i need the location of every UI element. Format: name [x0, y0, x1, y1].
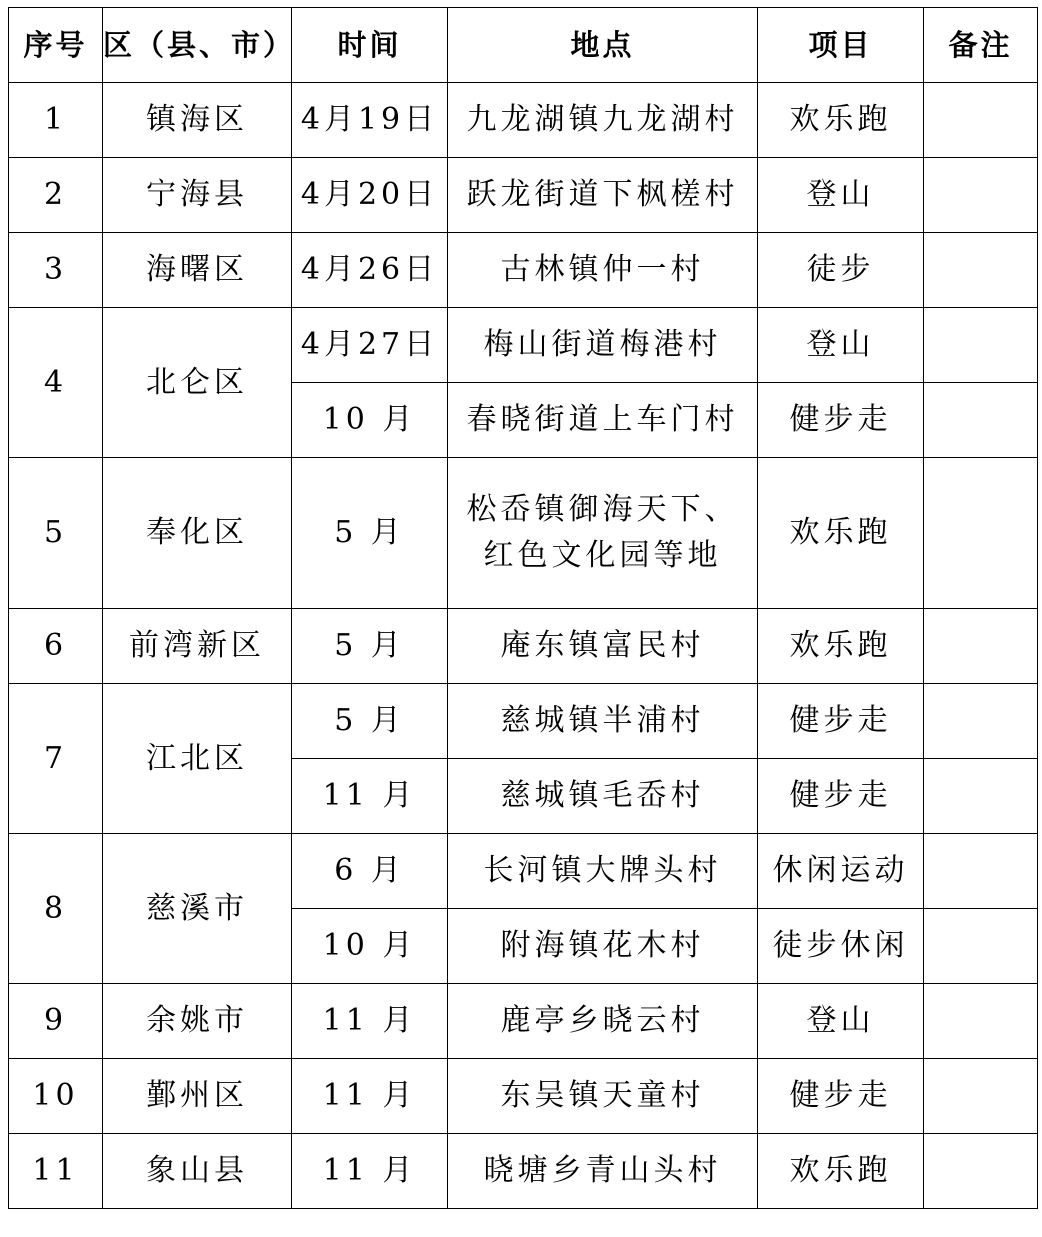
header-item: 项目 — [758, 8, 924, 83]
table-row — [9, 834, 1038, 909]
cell-district: 镇海区 — [103, 83, 292, 158]
cell-place — [448, 458, 758, 609]
cell-no: 2 — [9, 158, 103, 233]
cell-item: 徒步休闲 — [758, 909, 924, 984]
cell-district: 北仑区 — [103, 308, 292, 458]
cell-item: 徒步 — [758, 233, 924, 308]
cell-place: 跃龙街道下枫槎村 — [448, 158, 758, 233]
cell-remark — [924, 383, 1038, 458]
cell-place: 梅山街道梅港村 — [448, 308, 758, 383]
cell-remark — [924, 158, 1038, 233]
cell-no: 6 — [9, 609, 103, 684]
cell-remark — [924, 834, 1038, 909]
cell-time: 11 月 — [292, 1059, 448, 1134]
cell-time: 6 月 — [292, 834, 448, 909]
place-line-1: 松岙镇御海天下、 — [466, 491, 739, 527]
table-header-row — [9, 8, 1038, 83]
cell-no: 9 — [9, 984, 103, 1059]
cell-place: 慈城镇毛岙村 — [448, 759, 758, 834]
table-row — [9, 1059, 1038, 1134]
cell-remark — [924, 83, 1038, 158]
cell-place: 附海镇花木村 — [448, 909, 758, 984]
cell-remark — [924, 909, 1038, 984]
header-district: 区（县、市） — [103, 8, 292, 83]
cell-time: 4月26日 — [292, 233, 448, 308]
cell-remark — [924, 684, 1038, 759]
cell-time: 5 月 — [292, 684, 448, 759]
cell-district: 象山县 — [103, 1134, 292, 1209]
table-row — [9, 1134, 1038, 1209]
cell-remark — [924, 1134, 1038, 1209]
cell-remark — [924, 458, 1038, 609]
table-row — [9, 684, 1038, 759]
cell-remark — [924, 233, 1038, 308]
cell-item: 登山 — [758, 158, 924, 233]
cell-time: 11 月 — [292, 759, 448, 834]
cell-remark — [924, 609, 1038, 684]
cell-time: 11 月 — [292, 984, 448, 1059]
cell-time: 5 月 — [292, 609, 448, 684]
cell-district: 奉化区 — [103, 458, 292, 609]
table-row — [9, 233, 1038, 308]
cell-item: 健步走 — [758, 684, 924, 759]
cell-district: 余姚市 — [103, 984, 292, 1059]
cell-item: 健步走 — [758, 383, 924, 458]
cell-no: 8 — [9, 834, 103, 984]
cell-remark — [924, 984, 1038, 1059]
cell-place: 古林镇仲一村 — [448, 233, 758, 308]
cell-place: 鹿亭乡晓云村 — [448, 984, 758, 1059]
place-line-2: 红色文化园等地 — [483, 538, 722, 573]
header-time: 时间 — [292, 8, 448, 83]
table-row — [9, 158, 1038, 233]
cell-time: 4月19日 — [292, 83, 448, 158]
cell-item: 健步走 — [758, 759, 924, 834]
cell-place: 东吴镇天童村 — [448, 1059, 758, 1134]
cell-time: 4月27日 — [292, 308, 448, 383]
cell-remark — [924, 308, 1038, 383]
cell-place: 晓塘乡青山头村 — [448, 1134, 758, 1209]
table-row — [9, 83, 1038, 158]
cell-item: 休闲运动 — [758, 834, 924, 909]
cell-place: 长河镇大牌头村 — [448, 834, 758, 909]
cell-district: 宁海县 — [103, 158, 292, 233]
cell-district: 鄞州区 — [103, 1059, 292, 1134]
cell-time: 11 月 — [292, 1134, 448, 1209]
cell-no: 5 — [9, 458, 103, 609]
cell-item: 健步走 — [758, 1059, 924, 1134]
cell-place: 庵东镇富民村 — [448, 609, 758, 684]
cell-no: 10 — [9, 1059, 103, 1134]
cell-place: 九龙湖镇九龙湖村 — [448, 83, 758, 158]
activity-schedule-table — [8, 7, 1038, 1209]
cell-time: 10 月 — [292, 909, 448, 984]
cell-item: 欢乐跑 — [758, 1134, 924, 1209]
cell-no: 11 — [9, 1134, 103, 1209]
table-row — [9, 609, 1038, 684]
cell-time: 4月20日 — [292, 158, 448, 233]
cell-district: 江北区 — [103, 684, 292, 834]
cell-district: 海曙区 — [103, 233, 292, 308]
table-row — [9, 458, 1038, 609]
cell-time: 10 月 — [292, 383, 448, 458]
cell-place: 慈城镇半浦村 — [448, 684, 758, 759]
cell-item: 欢乐跑 — [758, 83, 924, 158]
cell-item: 欢乐跑 — [758, 609, 924, 684]
cell-item: 登山 — [758, 984, 924, 1059]
cell-no: 3 — [9, 233, 103, 308]
cell-time: 5 月 — [292, 458, 448, 609]
cell-no: 1 — [9, 83, 103, 158]
cell-district: 前湾新区 — [103, 609, 292, 684]
cell-remark — [924, 1059, 1038, 1134]
header-no: 序号 — [9, 8, 103, 83]
cell-no: 7 — [9, 684, 103, 834]
cell-place: 春晓街道上车门村 — [448, 383, 758, 458]
table-row — [9, 308, 1038, 383]
table-row — [9, 984, 1038, 1059]
cell-no: 4 — [9, 308, 103, 458]
cell-item: 欢乐跑 — [758, 458, 924, 609]
cell-item: 登山 — [758, 308, 924, 383]
header-remark: 备注 — [924, 8, 1038, 83]
header-place: 地点 — [448, 8, 758, 83]
cell-remark — [924, 759, 1038, 834]
cell-district: 慈溪市 — [103, 834, 292, 984]
